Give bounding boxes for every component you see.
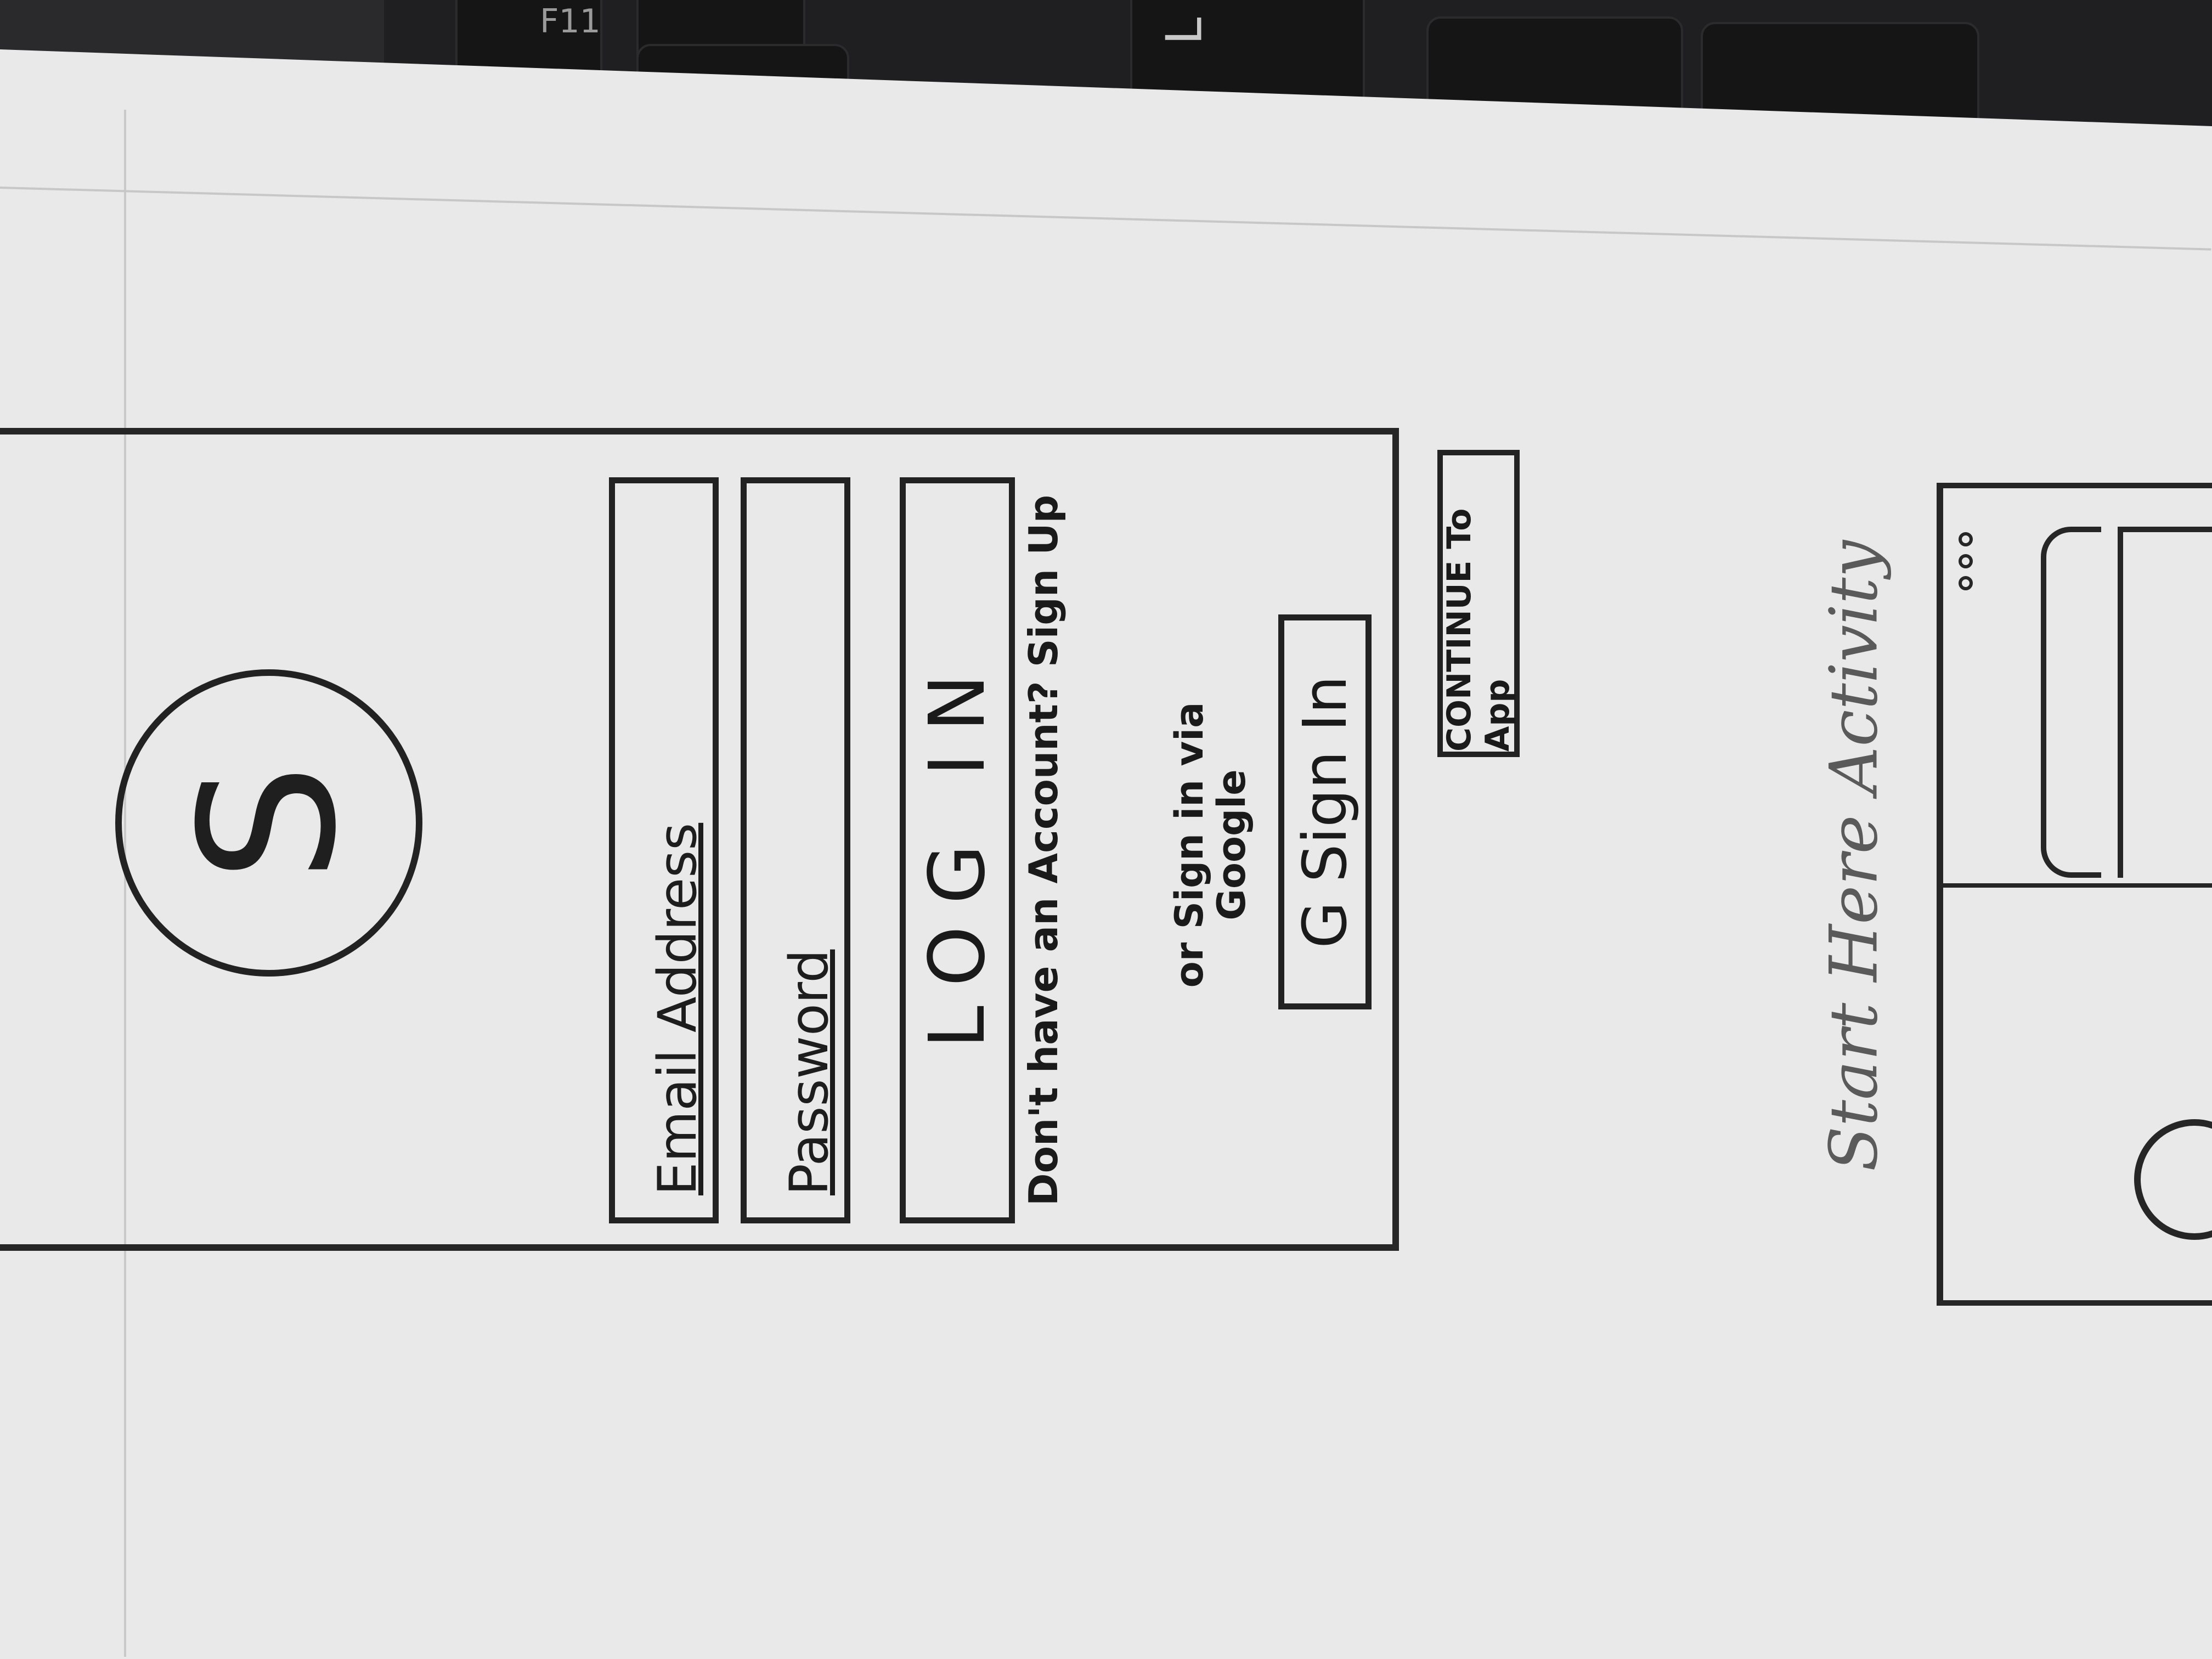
paper-top-rule [0,187,2211,251]
key-l-label: L [1155,17,1214,45]
overflow-dot-icon [1959,554,1973,568]
start-activity-divider [1937,883,2212,888]
start-activity-tab-shape [2041,527,2101,878]
key-f11-label: F11 [540,2,601,41]
start-activity-title: Start Here Activity [1816,540,1893,1172]
email-field[interactable] [609,477,719,1223]
overflow-dot-icon [1959,532,1973,546]
app-logo [115,669,422,977]
email-field-label: Email Address [647,822,708,1195]
login-button[interactable]: LOG IN [900,477,1015,1223]
google-signin-hint: or Sign in via Google [1167,702,1254,988]
password-field[interactable] [741,477,850,1223]
start-activity-content-block [2118,527,2212,878]
password-field-label: Password [778,949,840,1195]
overflow-dot-icon [1959,576,1973,590]
continue-to-app-button[interactable]: CONTINUE To App [1437,450,1520,757]
login-activity-sketch [0,439,1517,1273]
logo-letter: S [160,764,377,882]
google-signin-button[interactable]: G Sign In [1278,614,1372,1009]
signup-link[interactable]: Don't have an Account? Sign Up [1020,494,1066,1206]
